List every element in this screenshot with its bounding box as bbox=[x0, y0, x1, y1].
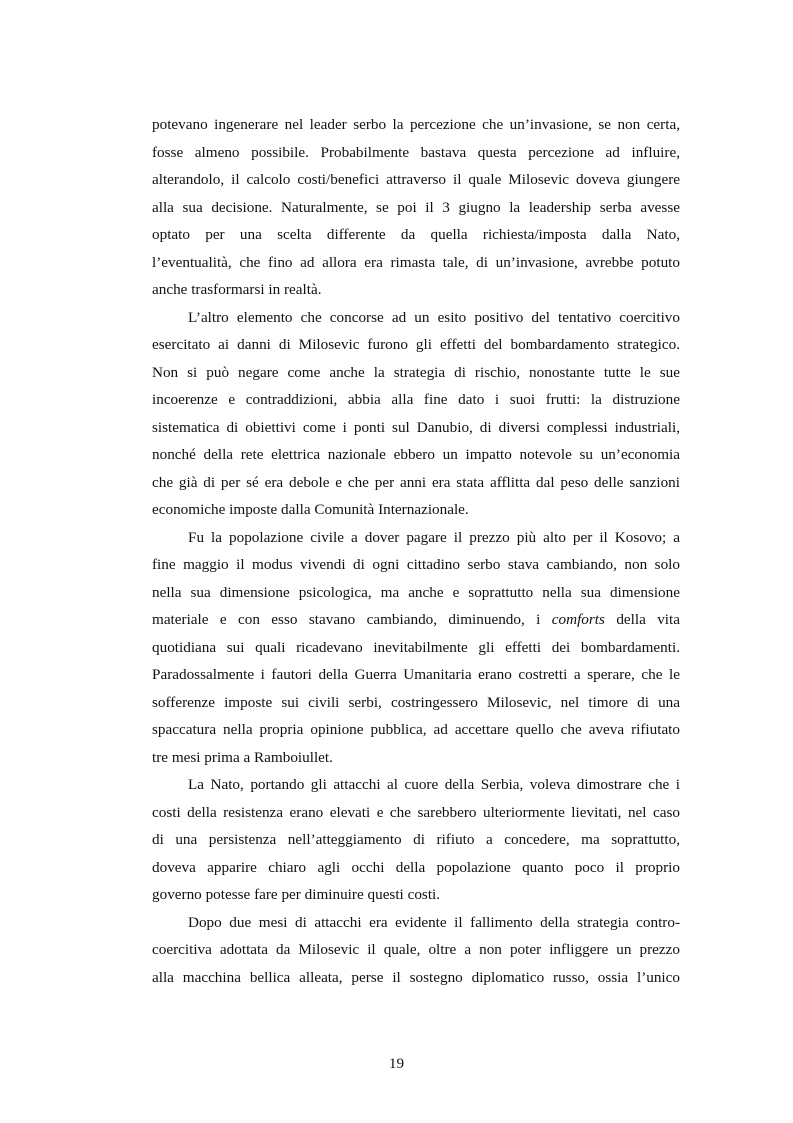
text-line: sistematica di obiettivi come i ponti sul Danubio, di diversi complessi industriali, bbox=[152, 418, 680, 436]
emphasis-comforts: comforts bbox=[551, 611, 605, 628]
text-line: spaccatura nella propria opinione pubblica, ad accettare quello che aveva rifiutato bbox=[152, 721, 680, 738]
text-line-with-emphasis bbox=[152, 606, 680, 634]
text-line: alla macchina bellica alleata, perse il sostegno diplomatico russo, ossia l’unico bbox=[152, 968, 680, 986]
text-line: incoerenze e contraddizioni, abbia alla fine dato i suoi frutti: la distruzione bbox=[152, 391, 680, 408]
text-line: che già di per sé era debole e che per anni era stata afflitta dal peso delle sanzioni bbox=[152, 473, 680, 491]
text-line: Fu la popolazione civile a dover pagare il prezzo più alto per il Kosovo; a bbox=[188, 528, 680, 546]
text-line: Non si può negare come anche la strategia di rischio, nonostante tutte le sue bbox=[152, 363, 680, 381]
text-line: potevano ingenerare nel leader serbo la percezione che un’invasione, se non certa, bbox=[152, 116, 680, 133]
text-line: l’eventualità, che fino ad allora era rimasta tale, di un’invasione, avrebbe potuto bbox=[152, 253, 680, 271]
text-line: esercitato ai danni di Milosevic furono gli effetti del bombardamento strategico. bbox=[152, 336, 680, 353]
text-line: alterandolo, il calcolo costi/benefici attraverso il quale Milosevic doveva giungere bbox=[152, 171, 680, 188]
text-line: La Nato, portando gli attacchi al cuore della Serbia, voleva dimostrare che i bbox=[188, 776, 680, 793]
text-line: coercitiva adottata da Milosevic il quale, oltre a non poter infliggere un prezzo bbox=[152, 941, 680, 958]
text-line: Dopo due mesi di attacchi era evidente il fallimento della strategia contro- bbox=[188, 913, 680, 931]
text-line: alla sua decisione. Naturalmente, se poi il 3 giugno la leadership serba avesse bbox=[152, 198, 680, 216]
paragraph-5 bbox=[152, 909, 680, 992]
text-segment: della vita bbox=[604, 611, 680, 628]
text-line: optato per una scelta differente da quella richiesta/imposta dalla Nato, bbox=[152, 226, 680, 243]
text-line: L’altro elemento che concorse ad un esito positivo del tentativo coercitivo bbox=[188, 308, 680, 326]
text-line: quotidiana sui quali ricadevano inevitabilmente gli effetti dei bombardamenti. bbox=[152, 638, 680, 656]
text-line: nella sua dimensione psicologica, ma anche e soprattutto nella sua dimensione bbox=[152, 583, 680, 601]
page-number: 19 bbox=[388, 1055, 405, 1072]
text-line: nonché della rete elettrica nazionale ebbero un impatto notevole su un’economia bbox=[152, 446, 680, 463]
text-line: fine maggio il modus vivendi di ogni cittadino serbo stava cambiando, non solo bbox=[152, 556, 680, 573]
text-line: doveva apparire chiaro agli occhi della popolazione quanto poco il proprio bbox=[152, 858, 680, 876]
text-segment: materiale e con esso stavano cambiando, diminuendo, i bbox=[152, 611, 552, 628]
text-line: fosse almeno possibile. Probabilmente bastava questa percezione ad influire, bbox=[152, 143, 680, 161]
document-body bbox=[152, 111, 680, 991]
text-line: costi della resistenza erano elevati e che sarebbero ulteriormente lievitati, nel caso bbox=[152, 803, 680, 821]
text-line: governo potesse fare per diminuire questi costi. bbox=[152, 886, 441, 903]
text-line: tre mesi prima a Ramboiullet. bbox=[152, 748, 333, 766]
text-line: sofferenze imposte sui civili serbi, costringessero Milosevic, nel timore di una bbox=[152, 693, 680, 711]
text-line: anche trasformarsi in realtà. bbox=[152, 281, 322, 298]
paragraph-1 bbox=[152, 111, 680, 304]
text-line: Paradossalmente i fautori della Guerra Umanitaria erano costretti a sperare, che le bbox=[152, 666, 680, 683]
paragraph-3 bbox=[152, 524, 680, 772]
paragraph-2 bbox=[152, 304, 680, 524]
paragraph-4 bbox=[152, 771, 680, 909]
text-line: economiche imposte dalla Comunità Internazionale. bbox=[152, 501, 469, 518]
text-line: di una persistenza nell’atteggiamento di rifiuto a concedere, ma soprattutto, bbox=[152, 831, 680, 848]
